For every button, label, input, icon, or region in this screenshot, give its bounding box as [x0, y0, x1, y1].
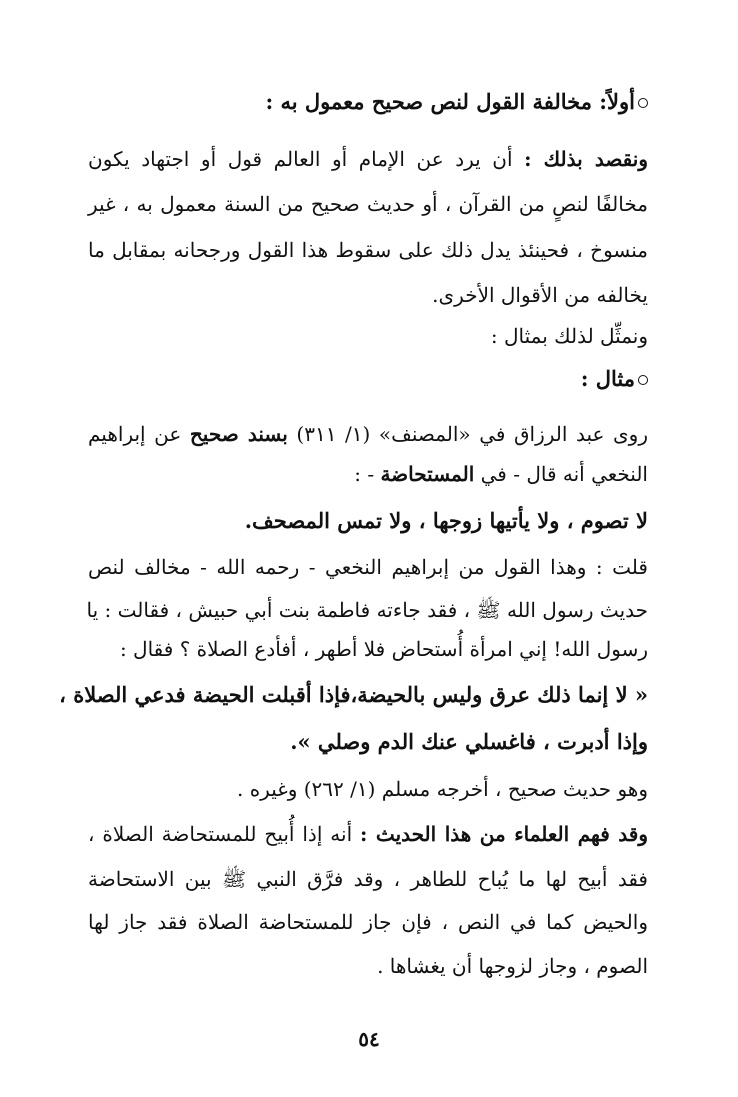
page-number: ٥٤: [358, 1027, 380, 1051]
paragraph-line: منسوخ ، فحينئذ يدل ذلك على سقوط هذا القول ورجحانه بمقابل ما: [88, 238, 648, 262]
hadith-line: وإذا أدبرت ، فاغسلي عنك الدم وصلي ».: [290, 729, 648, 754]
grading-line: وهو حديث صحيح ، أخرجه مسلم (١/ ٢٦٢) وغيره .: [236, 777, 648, 801]
understanding-line: فقد أبيح لها ما يُباح للطاهر ، وقد فرَّق النبي ﷺ بين الاستحاضة: [88, 867, 648, 891]
narration-emphasis: بسند صحيح: [189, 422, 288, 446]
narration-emphasis: المستحاضة: [380, 462, 475, 486]
understanding-lead: وقد فهم العلماء من هذا الحديث :: [360, 822, 649, 846]
example-heading: [581, 365, 648, 393]
narration-line: [88, 420, 648, 448]
paragraph-line: مخالفًا لنصٍ من القرآن ، أو حديث صحيح من السنة معمول به ، غير: [88, 192, 648, 216]
paragraph-lead: ونقصد بذلك :: [524, 147, 648, 171]
narration-text: روى عبد الرزاق في «المصنف» (١/ ٣١١): [296, 422, 648, 446]
commentary-line: حديث رسول الله ﷺ ، فقد جاءته فاطمة بنت أبي حبيش ، فقالت : يا: [86, 598, 648, 622]
understanding-line: الصوم ، وجاز لزوجها أن يغشاها .: [377, 954, 648, 978]
commentary-line: قلت : وهذا القول من إبراهيم النخعي - رحمه الله - مخالف لنص: [88, 555, 648, 579]
understanding-line: والحيض كما في النص ، فإن جاز للمستحاضة الصلاة فقد جاز لها: [88, 910, 648, 934]
bullet-circle-icon: [638, 375, 648, 385]
hadith-line: « لا إنما ذلك عرق وليس بالحيضة،فإذا أقبلت الحيضة فدعي الصلاة ،: [59, 682, 648, 707]
commentary-line: رسول الله! إني امرأة أُستحاض فلا أطهر ، أفأدع الصلاة ؟ فقال :: [119, 637, 648, 661]
narration-text: - :: [354, 462, 375, 486]
understanding-text: أنه إذا أُبيح للمستحاضة الصلاة ،: [88, 822, 353, 846]
paragraph-line: [88, 145, 648, 173]
intro-line: ونمثِّل لذلك بمثال :: [490, 324, 648, 348]
section-heading-text: أولاً: مخالفة القول لنص صحيح معمول به :: [265, 89, 635, 114]
understanding-line: [88, 820, 648, 848]
quoted-ruling: لا تصوم ، ولا يأتيها زوجها ، ولا تمس المصحف.: [244, 508, 648, 533]
narration-line: [88, 460, 648, 488]
example-heading-text: مثال :: [580, 366, 635, 391]
paragraph-line: يخالفه من الأقوال الأخرى.: [432, 283, 648, 307]
narration-text: النخعي أنه قال - في: [480, 462, 648, 486]
bullet-circle-icon: [638, 98, 648, 108]
section-heading: [265, 88, 648, 116]
narration-text: عن إبراهيم: [88, 422, 182, 446]
paragraph-text: أن يرد عن الإمام أو العالم قول أو اجتهاد يكون: [88, 147, 513, 171]
